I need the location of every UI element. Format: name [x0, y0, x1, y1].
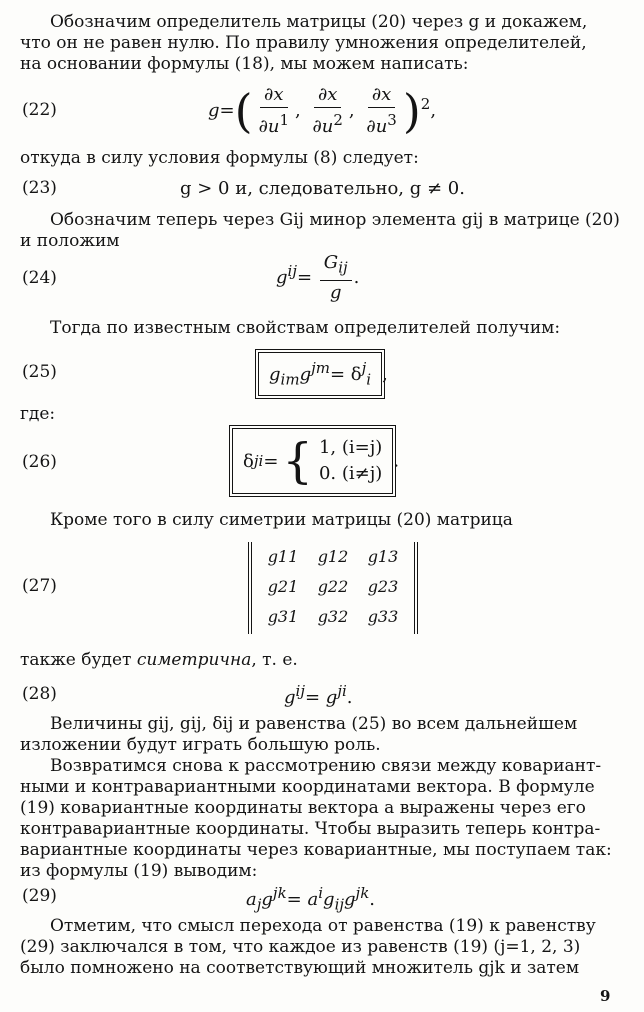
equation-body: $g^{ij}= g^{ji}$.: [284, 682, 353, 708]
paragraph-2: откуда в силу условия формулы (8) следует:: [20, 148, 419, 168]
equation-22: [0, 84, 644, 140]
equation-trail: .: [369, 889, 376, 910]
boxed-formula: δ j i = { 1, (i=j) 0. (i≠j): [232, 428, 393, 494]
equation-27: [0, 542, 644, 636]
equation-trail: .: [393, 450, 400, 472]
paragraph-10: Отметим, что смысл перехода от равенства (19) к равенству (29) заключался в том, что каждое из равенств (19) (j=1, 2, 3) было помножено на соответствующий множитель gjk и затем: [20, 916, 596, 978]
case-1: 1, (i=j): [318, 437, 383, 458]
paragraph-8: Величины gij, gij, δij и равенства (25) во всем дальнейшем изложении будут играть большую роль.: [20, 714, 578, 755]
emphasis: симетрична: [136, 650, 252, 670]
equation-number: (23): [22, 178, 57, 198]
paragraph-5: где:: [20, 404, 56, 424]
equation-number: (29): [22, 886, 57, 906]
equation-number: (28): [22, 684, 57, 704]
paragraph-4: Тогда по известным свойствам определителей получим:: [50, 318, 561, 338]
matrix-27: [248, 542, 418, 634]
equation-lhs: g=: [208, 100, 235, 121]
paragraph-7: также будет симетрична, т. е.: [20, 650, 298, 670]
equation-body: $a_jg^{jk}= a^ig_{ij}g^{jk}$.: [246, 884, 376, 914]
equation-number: (22): [22, 100, 57, 120]
equation-28: [0, 682, 644, 710]
matrix-row: g21 g22 g23: [267, 577, 399, 596]
case-2: 0. (i≠j): [318, 463, 383, 484]
equation-trail: .: [346, 687, 353, 708]
equation-power: 2: [420, 95, 431, 113]
equation-trail: ,: [382, 364, 388, 385]
matrix-row: g11 g12 g13: [267, 547, 399, 566]
equation-26: [0, 428, 644, 496]
paragraph-3: Обозначим теперь через Gij минор элемента gij в матрице (20) и положим: [20, 210, 620, 251]
equation-body: $g^{ij}=$ $\frac{G_{ij}}{g}$ .: [276, 252, 360, 303]
equation-trail: ,: [430, 100, 437, 121]
paragraph-9: Возвратимся снова к рассмотрению связи между ковариант- ными и контравариантными координатами вектора. В формуле (19) ковариантные координаты вектора a выражены через его контравариантные координаты. Чтобы выразить теперь контра- вариантные координаты через ковариантные, мы поступаем так: из формулы (19) выводим:: [20, 756, 612, 881]
paragraph-1: Обозначим определитель матрицы (20) через g и докажем, что он не равен нулю. По правилу умножения определителей, на основании формулы (18), мы можем написать:: [20, 12, 588, 74]
equation-number: (26): [22, 452, 57, 472]
equation-body: g > 0 и, следовательно, g ≠ 0.: [180, 178, 465, 199]
equation-23: [0, 178, 644, 204]
equation-body: [232, 428, 399, 494]
equation-number: (27): [22, 576, 57, 596]
equation-number: (25): [22, 362, 57, 382]
paragraph-6: Кроме того в силу симетрии матрицы (20) матрица: [50, 510, 513, 530]
equation-29: [0, 884, 644, 912]
equation-body: [258, 352, 388, 396]
equation-trail: .: [353, 266, 360, 288]
equation-number: (24): [22, 268, 57, 288]
equation-body: g=( $\frac{\partial x}{\partial u^1}$ , $\frac{\partial x}{\partial u^2}$ , $\frac{\partial x}{\partial u^3}$ )$^2$,: [208, 84, 437, 138]
matrix-row: g31 g32 g33: [267, 607, 399, 626]
boxed-formula: $g_{im}g^{jm}= \delta^j_i$: [258, 352, 382, 396]
equation-25: [0, 350, 644, 398]
page-number: 9: [600, 987, 611, 1005]
equation-24: [0, 252, 644, 304]
